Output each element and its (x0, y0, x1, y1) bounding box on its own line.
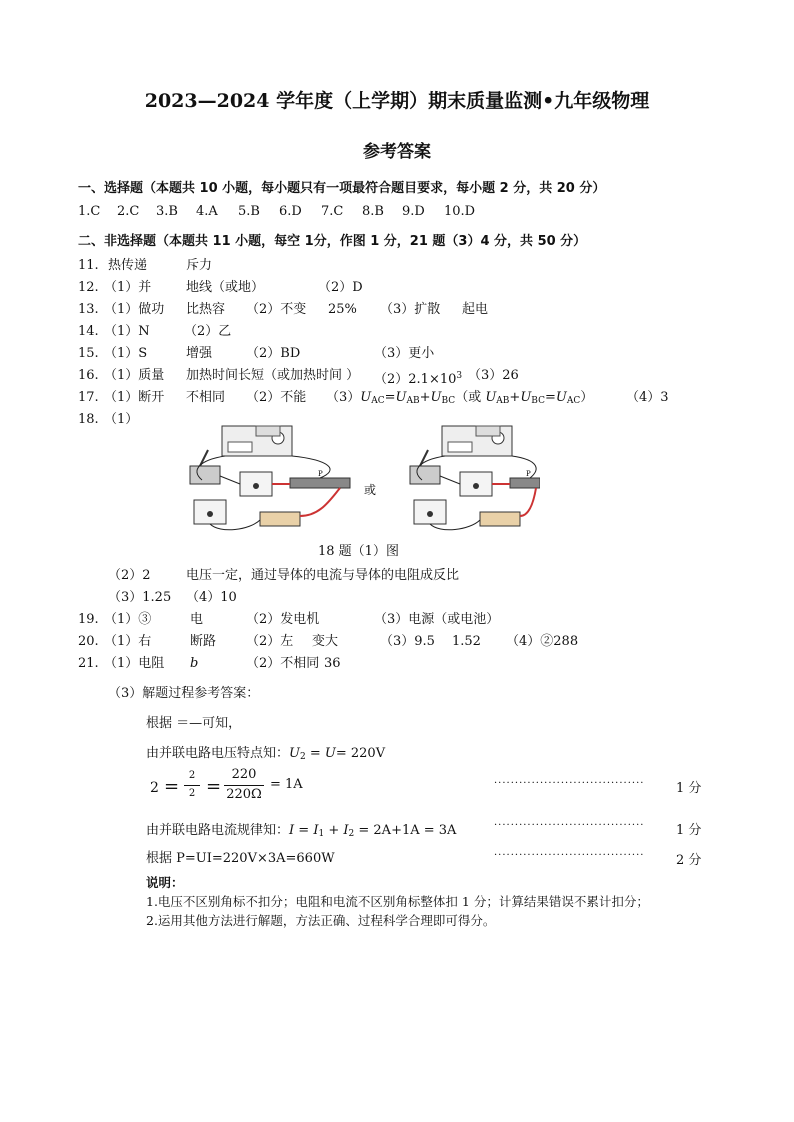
mcq-answer: 3.B (156, 204, 178, 219)
mcq-answer: 9.D (402, 204, 425, 219)
answer: 电 (190, 612, 204, 627)
superscript: 3 (456, 371, 463, 381)
question-number: 17. (78, 390, 99, 405)
circuit-diagram-figure (180, 420, 540, 538)
leader-dots: ···································· (494, 820, 645, 831)
answer: （1）电阻 (104, 656, 165, 671)
mcq-answer: 2.C (117, 204, 140, 219)
notes-heading: 说明： (146, 875, 184, 890)
answer: 电压一定，通过导体的电流与导体的电阻成反比 (186, 568, 460, 583)
answer-row-15 (78, 344, 718, 364)
answer: （3）1.25 (108, 590, 172, 605)
answer-row-21 (78, 654, 718, 674)
solution-line-4: 由并联电路电流规律知：$I = I_1 + I_2 = 2A+1A = 3A$ (146, 823, 457, 839)
fraction-denominator: 2 (188, 788, 196, 799)
question-number: 15. (78, 346, 99, 361)
note-1: 1.电压不区别角标不扣分；电阻和电流不区别角标整体扣 1 分；计算结果错误不累计扣分； (146, 894, 649, 909)
answer: 断路 (190, 634, 217, 649)
mcq-answer: 7.C (321, 204, 344, 219)
question-number: 12. (78, 280, 99, 295)
mcq-answer: 10.D (444, 204, 476, 219)
solution-line-1: 根据 ＝—可知， (146, 716, 242, 731)
answer-row-18-3 (78, 588, 718, 608)
answer: （2）乙 (184, 324, 232, 339)
answer: （1）N (104, 324, 150, 339)
points-label: 1 分 (676, 823, 702, 838)
answer: 25% (328, 302, 357, 317)
answer-row-18-2 (78, 566, 718, 586)
rheostat-icon (290, 478, 350, 488)
question-number: 20. (78, 634, 99, 649)
page-title: 2023—2024 学年度（上学期）期末质量监测•九年级物理 (144, 90, 650, 112)
mcq-answer: 8.B (362, 204, 384, 219)
question-number: 16. (78, 368, 99, 383)
fraction-numerator: 2 (188, 770, 196, 781)
resistor-icon (480, 512, 520, 526)
formula-lhs: 2 (150, 780, 159, 796)
question-number: 11. (78, 258, 99, 273)
section-1-heading: 一、选择题（本题共 10 小题，每小题只有一项最符合题目要求，每小题 2 分，共 20 分） (78, 181, 606, 196)
answer-row-13 (78, 300, 718, 320)
answer: （3）更小 (374, 346, 435, 361)
question-number: 14. (78, 324, 99, 339)
mcq-answer: 5.B (238, 204, 260, 219)
answer: （3）电源（或电池） (374, 612, 500, 627)
or-label: 或 (364, 483, 377, 497)
leader-dots: ···································· (494, 850, 645, 861)
answer: （2）左 (246, 634, 294, 649)
answer: 36 (324, 656, 341, 671)
answer: （2）2 (108, 568, 151, 583)
answer: （2）发电机 (246, 612, 320, 627)
answer: （1）质量 (104, 368, 165, 383)
answer: （2）不变 (246, 302, 307, 317)
answer-row-20 (78, 632, 718, 652)
answer-row-17 (78, 388, 718, 408)
answer: （4）②288 (506, 634, 579, 649)
answer: 热传递 (108, 258, 148, 273)
answer: （4）3 (626, 390, 669, 405)
question-number: 18. (78, 412, 99, 427)
figure-caption: 18 题（1）图 (318, 544, 399, 559)
section-2-heading: 二、非选择题（本题共 11 小题，每空 1分，作图 1 分，21 题（3）4 分，共 50 分） (78, 234, 587, 249)
switch-icon (190, 466, 220, 484)
answer: （3）26 (468, 368, 519, 383)
solution-text: 由并联电路电压特点知： (146, 746, 290, 761)
svg-text:P: P (318, 470, 323, 478)
answer: （1） (104, 412, 139, 427)
leader-dots: ···································· (494, 778, 645, 789)
mcq-answer: 4.A (196, 204, 218, 219)
note-2: 2.运用其他方法进行解题，方法正确、过程科学合理即可得分。 (146, 913, 496, 928)
answer: （1）断开 (104, 390, 165, 405)
answer: （2）不相同 (246, 656, 320, 671)
answer: （2）BD (246, 346, 301, 361)
question-number: 19. (78, 612, 99, 627)
mcq-answer: 1.C (78, 204, 101, 219)
circuit-diagram-right (410, 426, 540, 530)
resistor-icon (260, 512, 300, 526)
answer: 增强 (186, 346, 213, 361)
answer-row-12 (78, 278, 718, 298)
answer-row-11 (78, 256, 718, 276)
points-label: 1 分 (676, 781, 702, 796)
answer: 变大 (312, 634, 339, 649)
answer-row-14 (78, 322, 718, 342)
solution-line-5: 根据 P=UI=220V×3A=660W (146, 851, 335, 866)
answer: 斥力 (186, 258, 213, 273)
equation: $(3)U_{AC}=U_{AB}+U_{BC}$（或 $U_{AB}+U_{BC}=U_{AC}$） (326, 390, 594, 406)
answer-row-19 (78, 610, 718, 630)
answer: （1）S (104, 346, 148, 361)
solution-line-2: 由并联电路电压特点知：$U_2 = U= 220V$ (146, 746, 386, 762)
answer: （2）不能 (246, 390, 307, 405)
fraction-numerator: 220 (231, 767, 257, 782)
answer: 不相同 (186, 390, 226, 405)
answer: 比热容 (186, 302, 226, 317)
answer: （1）并 (104, 280, 152, 295)
answer: 1.52 (452, 634, 481, 649)
part-label: （3） (326, 390, 361, 405)
answer: （2）2.1×10 (374, 372, 457, 387)
answer: （4）10 (186, 590, 237, 605)
answer-row-16 (78, 366, 718, 386)
answer: b (190, 656, 199, 671)
answer: 加热时间长短（或加热时间 ） (186, 368, 360, 383)
answer: （2）D (318, 280, 363, 295)
fraction-denominator: 220Ω (226, 787, 262, 802)
answer: （1）右 (104, 634, 152, 649)
answer: （3）9.5 (380, 634, 435, 649)
points-label: 2 分 (676, 853, 702, 868)
rheostat-icon (510, 478, 540, 488)
solution-text: 由并联电路电流规律知： (146, 823, 290, 838)
svg-text:P: P (526, 470, 531, 478)
page-subtitle: 参考答案 (363, 142, 431, 162)
answer: （1）③ (104, 612, 152, 627)
question-number: 13. (78, 302, 99, 317)
answer: 起电 (462, 302, 489, 317)
question-number: 21. (78, 656, 99, 671)
switch-icon (410, 466, 440, 484)
answer: （1）做功 (104, 302, 165, 317)
answer: 地线（或地） (186, 280, 265, 295)
solution-heading: （3）解题过程参考答案： (108, 686, 260, 701)
answer: （3）扩散 (380, 302, 441, 317)
circuit-diagram-left (190, 426, 350, 530)
mcq-answer: 6.D (279, 204, 302, 219)
formula-result: = 1A (270, 777, 303, 792)
